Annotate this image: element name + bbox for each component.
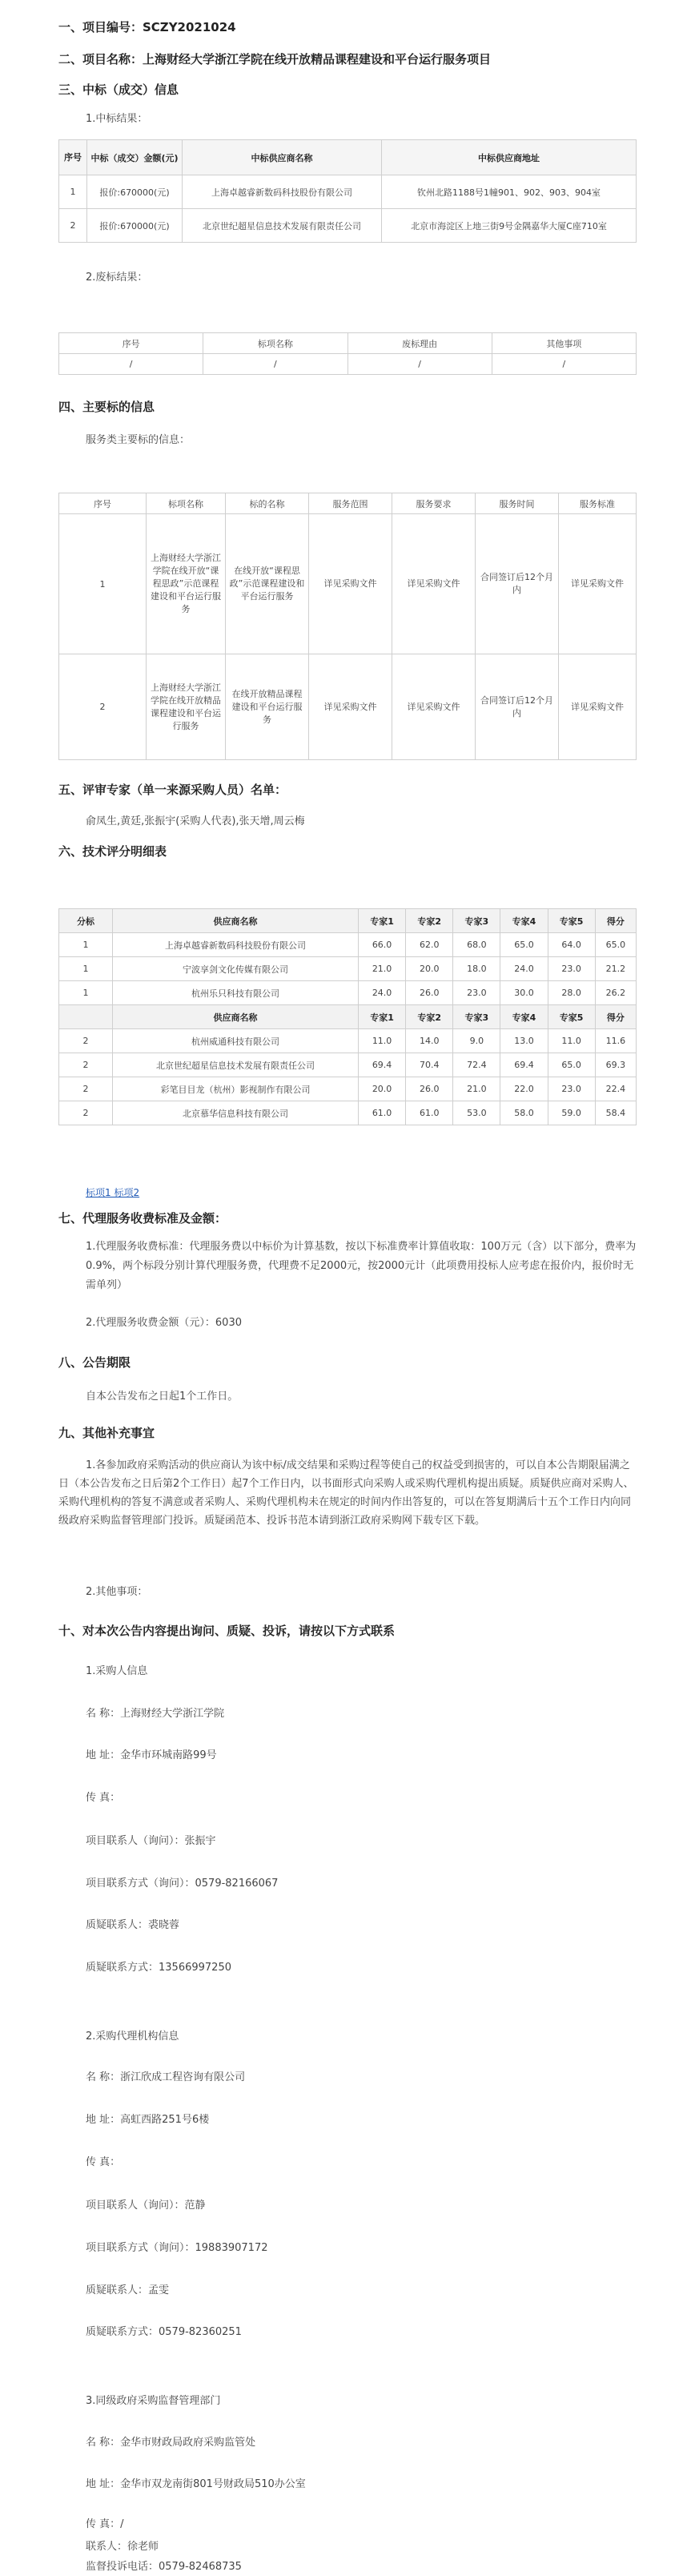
subject-cell: 上海财经大学浙江学院在线开放“课程思政”示范课程建设和平台运行服务 <box>147 514 226 654</box>
score-cell: 杭州威通科技有限公司 <box>113 1029 359 1053</box>
failed-th: 序号 <box>59 333 203 354</box>
score-th: 得分 <box>595 909 636 933</box>
purchaser-contact: 项目联系人（询问）：张振宇 <box>86 1835 216 1847</box>
table-row <box>59 514 637 654</box>
table-row <box>59 175 637 209</box>
score-cell: 53.0 <box>453 1101 500 1125</box>
subject-cell: 详见采购文件 <box>559 654 637 760</box>
table-row <box>59 209 637 243</box>
score-th-repeat: 得分 <box>595 1005 636 1029</box>
score-cell: 26.0 <box>406 1077 453 1101</box>
score-cell: 23.0 <box>453 981 500 1005</box>
subject-cell: 2 <box>59 654 147 760</box>
purchaser-complaint-contact: 质疑联系人：裘晓蓉 <box>86 1919 180 1931</box>
subject-th: 标项名称 <box>147 493 226 514</box>
complaint-notice-text: 1.各参加政府采购活动的供应商认为该中标/成交结果和采购过程等使自己的权益受到损害的，可以自本公告期限届满之日（本公告发布之日后第2个工作日）起7个工作日内，以书面形式向采购人或采购代理机构提出质疑。质疑供应商对采购人、采购代理机构的答复不满意或者采购人、采购代理机构未在规定的时间内作出答复的，可以在答复期满后十五个工作日内向同级政府采购监督管理部门投诉。质疑函范本、投诉书范本请到浙江政府采购网下载专区下载。 <box>58 1459 634 1527</box>
score-attachment-link[interactable]: 标项1 标项2 <box>86 1187 140 1198</box>
award-cell: 上海卓越睿新数码科技股份有限公司 <box>183 175 382 209</box>
score-cell: 61.0 <box>406 1101 453 1125</box>
subject-cell: 详见采购文件 <box>392 654 476 760</box>
failed-th: 废标理由 <box>348 333 492 354</box>
score-th: 供应商名称 <box>113 909 359 933</box>
score-cell: 9.0 <box>453 1029 500 1053</box>
subject-cell: 1 <box>59 514 147 654</box>
score-cell: 上海卓越睿新数码科技股份有限公司 <box>113 933 359 957</box>
subject-cell: 详见采购文件 <box>309 654 392 760</box>
score-cell: 69.4 <box>359 1053 406 1077</box>
award-cell: 1 <box>59 175 87 209</box>
score-cell: 58.4 <box>595 1101 636 1125</box>
score-th: 专家3 <box>453 909 500 933</box>
purchaser-address: 地 址：金华市环城南路99号 <box>86 1749 217 1761</box>
score-th-repeat: 专家5 <box>548 1005 595 1029</box>
score-th: 专家5 <box>548 909 595 933</box>
score-cell: 72.4 <box>453 1053 500 1077</box>
score-cell: 2 <box>59 1101 113 1125</box>
notice-period-text: 自本公告发布之日起1个工作日。 <box>86 1391 239 1403</box>
award-cell: 北京市海淀区上地三街9号金隅嘉华大厦C座710室 <box>382 209 637 243</box>
subject-th: 标的名称 <box>226 493 309 514</box>
score-cell: 18.0 <box>453 957 500 981</box>
table-row <box>59 933 637 957</box>
score-cell: 13.0 <box>500 1029 548 1053</box>
score-cell: 64.0 <box>548 933 595 957</box>
agency-name: 名 称：浙江欣成工程咨询有限公司 <box>86 2071 246 2083</box>
purchaser-phone: 项目联系方式（询问）：0579-82166067 <box>86 1878 279 1890</box>
table-row <box>59 1053 637 1077</box>
score-cell: 21.0 <box>359 957 406 981</box>
subject-th: 服务标准 <box>559 493 637 514</box>
award-th-name: 中标供应商名称 <box>183 140 382 175</box>
table-row <box>59 354 637 375</box>
score-cell: 22.0 <box>500 1077 548 1101</box>
supervisor-info-title: 3.同级政府采购监督管理部门 <box>86 2395 221 2407</box>
subject-cell: 在线开放精品课程建设和平台运行服务 <box>226 654 309 760</box>
table-row <box>59 1101 637 1125</box>
award-th-no: 序号 <box>59 140 87 175</box>
award-th-amount: 中标（成交）金额(元) <box>87 140 183 175</box>
score-cell: 1 <box>59 957 113 981</box>
failed-cell: / <box>492 354 636 375</box>
score-th-repeat-blank <box>59 1005 113 1029</box>
agency-phone: 项目联系方式（询问）：19883907172 <box>86 2242 268 2254</box>
subject-th: 服务要求 <box>392 493 476 514</box>
notice-period-heading: 八、公告期限 <box>58 1355 131 1370</box>
purchaser-info-title: 1.采购人信息 <box>86 1665 148 1677</box>
score-cell: 62.0 <box>406 933 453 957</box>
agency-fee-heading: 七、代理服务收费标准及金额： <box>58 1211 227 1226</box>
contact-heading: 十、对本次公告内容提出询问、质疑、投诉，请按以下方式联系 <box>58 1624 396 1638</box>
score-cell: 24.0 <box>500 957 548 981</box>
score-cell: 24.0 <box>359 981 406 1005</box>
agency-fax: 传 真： <box>86 2156 121 2168</box>
award-table <box>58 139 637 243</box>
score-cell: 2 <box>59 1053 113 1077</box>
expert-list-text: 俞凤生,黄廷,张振宇(采购人代表),张天增,周云梅 <box>86 815 305 827</box>
score-th: 专家1 <box>359 909 406 933</box>
subject-cell: 详见采购文件 <box>309 514 392 654</box>
supervisor-contact: 联系人：徐老师 <box>86 2541 159 2553</box>
purchaser-name: 名 称：上海财经大学浙江学院 <box>86 1708 225 1720</box>
score-cell: 20.0 <box>406 957 453 981</box>
other-matters-heading: 九、其他补充事宜 <box>58 1426 155 1440</box>
score-th: 专家4 <box>500 909 548 933</box>
agency-address: 地 址：高虹西路251号6楼 <box>86 2114 210 2126</box>
score-cell: 宁波享剑文化传媒有限公司 <box>113 957 359 981</box>
score-detail-heading: 六、技术评分明细表 <box>58 844 167 859</box>
score-cell: 11.0 <box>548 1029 595 1053</box>
score-cell: 30.0 <box>500 981 548 1005</box>
score-cell: 26.0 <box>406 981 453 1005</box>
score-th-repeat: 供应商名称 <box>113 1005 359 1029</box>
score-cell: 21.0 <box>453 1077 500 1101</box>
award-th-address: 中标供应商地址 <box>382 140 637 175</box>
score-th-repeat: 专家4 <box>500 1005 548 1029</box>
score-cell: 21.2 <box>595 957 636 981</box>
score-cell: 65.0 <box>548 1053 595 1077</box>
failed-th: 标项名称 <box>203 333 348 354</box>
score-cell: 北京慕华信息科技有限公司 <box>113 1101 359 1125</box>
score-cell: 23.0 <box>548 957 595 981</box>
score-th-repeat: 专家2 <box>406 1005 453 1029</box>
score-cell: 70.4 <box>406 1053 453 1077</box>
supervisor-fax: 传 真：/ <box>86 2518 124 2530</box>
agency-fee-standard: 1.代理服务收费标准：代理服务费以中标价为计算基数，按以下标准费率计算值收取：100万元（含）以下部分，费率为0.9%，两个标段分别计算代理服务费，代理费不足2000元，按2000元计（此项费用投标人应考虑在报价内，报价时无需单列） <box>86 1241 637 1291</box>
score-cell: 59.0 <box>548 1101 595 1125</box>
subject-cell: 详见采购文件 <box>392 514 476 654</box>
score-cell: 20.0 <box>359 1077 406 1101</box>
score-cell: 22.4 <box>595 1077 636 1101</box>
award-info-heading: 三、中标（成交）信息 <box>58 83 179 97</box>
subject-cell: 在线开放“课程思政”示范课程建设和平台运行服务 <box>226 514 309 654</box>
purchaser-complaint-phone: 质疑联系方式：13566997250 <box>86 1962 231 1974</box>
score-cell: 68.0 <box>453 933 500 957</box>
score-cell: 2 <box>59 1077 113 1101</box>
subject-cell: 上海财经大学浙江学院在线开放精品课程建设和平台运行服务 <box>147 654 226 760</box>
project-number-heading: 一、项目编号：SCZY2021024 <box>58 20 236 34</box>
score-cell: 杭州乐只科技有限公司 <box>113 981 359 1005</box>
score-cell: 58.0 <box>500 1101 548 1125</box>
score-cell: 1 <box>59 981 113 1005</box>
score-cell: 69.4 <box>500 1053 548 1077</box>
purchaser-fax: 传 真： <box>86 1792 121 1804</box>
supervisor-address: 地 址：金华市双龙南街801号财政局510办公室 <box>86 2478 306 2490</box>
subject-th: 服务时间 <box>476 493 559 514</box>
score-cell: 1 <box>59 933 113 957</box>
score-table <box>58 908 637 1125</box>
score-cell: 2 <box>59 1029 113 1053</box>
failed-cell: / <box>203 354 348 375</box>
score-th-repeat: 专家3 <box>453 1005 500 1029</box>
score-cell: 65.0 <box>595 933 636 957</box>
agency-complaint-contact: 质疑联系人：孟雯 <box>86 2284 170 2296</box>
expert-list-heading: 五、评审专家（单一来源采购人员）名单： <box>58 783 287 797</box>
agency-fee-amount: 2.代理服务收费金额（元）：6030 <box>86 1317 242 1329</box>
subject-cell: 合同签订后12个月内 <box>476 654 559 760</box>
score-cell: 69.3 <box>595 1053 636 1077</box>
subject-cell: 详见采购文件 <box>559 514 637 654</box>
supervisor-name: 名 称：金华市财政局政府采购监管处 <box>86 2437 256 2449</box>
failed-bid-table <box>58 332 637 375</box>
score-cell: 彩笔目目龙（杭州）影视制作有限公司 <box>113 1077 359 1101</box>
score-th: 专家2 <box>406 909 453 933</box>
award-cell: 2 <box>59 209 87 243</box>
subject-th: 服务范围 <box>309 493 392 514</box>
score-cell: 北京世纪超星信息技术发展有限责任公司 <box>113 1053 359 1077</box>
award-result-label: 1.中标结果： <box>86 113 148 125</box>
subject-cell: 合同签订后12个月内 <box>476 514 559 654</box>
other-matters-text: 2.其他事项： <box>86 1586 148 1598</box>
agency-info-title: 2.采购代理机构信息 <box>86 2031 179 2043</box>
score-cell: 11.6 <box>595 1029 636 1053</box>
failed-cell: / <box>59 354 203 375</box>
table-row <box>59 654 637 760</box>
table-row <box>59 1077 637 1101</box>
supervisor-phone: 监督投诉电话：0579-82468735 <box>86 2561 242 2573</box>
table-row <box>59 981 637 1005</box>
score-cell: 61.0 <box>359 1101 406 1125</box>
agency-contact: 项目联系人（询问）：范静 <box>86 2200 206 2212</box>
award-cell: 钦州北路1188号1幢901、902、903、904室 <box>382 175 637 209</box>
main-subject-heading: 四、主要标的信息 <box>58 400 155 414</box>
award-cell: 报价:670000(元) <box>87 209 183 243</box>
score-cell: 66.0 <box>359 933 406 957</box>
table-row <box>59 957 637 981</box>
subject-table <box>58 493 637 760</box>
failed-th: 其他事项 <box>492 333 636 354</box>
award-cell: 报价:670000(元) <box>87 175 183 209</box>
score-cell: 23.0 <box>548 1077 595 1101</box>
failed-bid-label: 2.废标结果： <box>86 272 148 284</box>
score-cell: 65.0 <box>500 933 548 957</box>
score-cell: 14.0 <box>406 1029 453 1053</box>
score-cell: 26.2 <box>595 981 636 1005</box>
award-cell: 北京世纪超星信息技术发展有限责任公司 <box>183 209 382 243</box>
score-th: 分标 <box>59 909 113 933</box>
score-th-repeat: 专家1 <box>359 1005 406 1029</box>
score-cell: 28.0 <box>548 981 595 1005</box>
failed-cell: / <box>348 354 492 375</box>
table-row <box>59 1029 637 1053</box>
project-name-heading: 二、项目名称：上海财经大学浙江学院在线开放精品课程建设和平台运行服务项目 <box>58 52 492 66</box>
main-subject-intro: 服务类主要标的信息： <box>86 434 191 446</box>
agency-complaint-phone: 质疑联系方式：0579-82360251 <box>86 2326 242 2338</box>
score-cell: 11.0 <box>359 1029 406 1053</box>
subject-th: 序号 <box>59 493 147 514</box>
